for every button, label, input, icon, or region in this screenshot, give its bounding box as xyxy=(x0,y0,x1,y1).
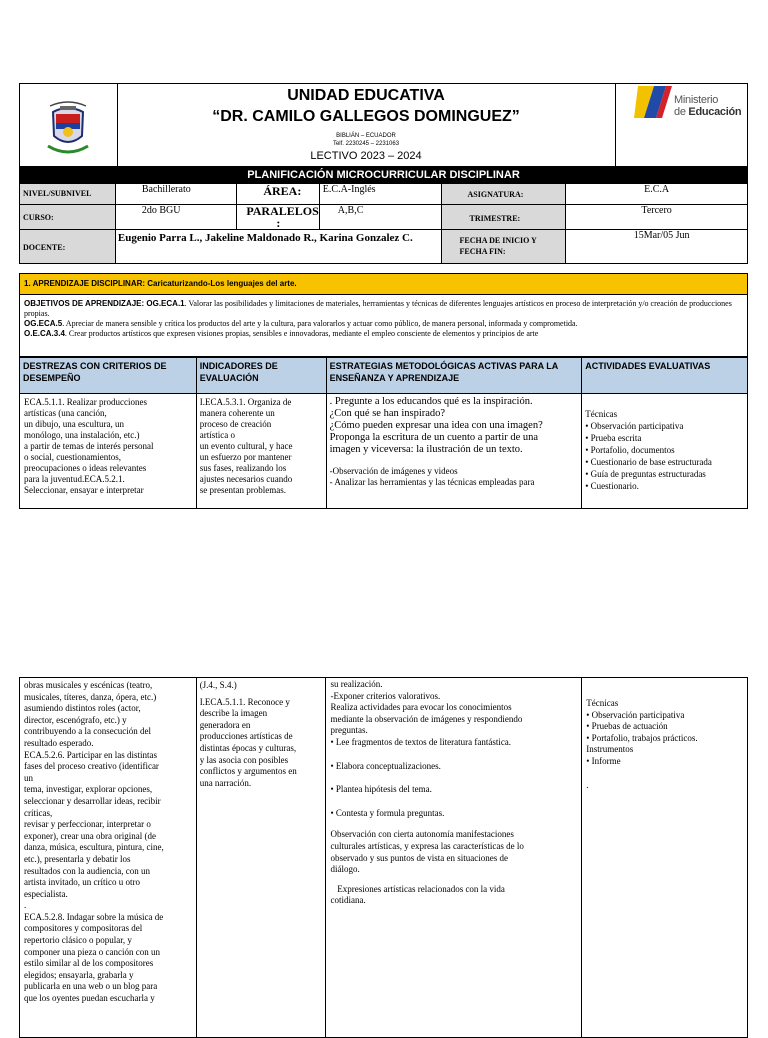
indicadores-line: y las asocia con posibles xyxy=(199,754,289,765)
actividades-line: Instrumentos xyxy=(586,744,634,755)
destrezas-line: revisar y perfeccionar, interpretar o xyxy=(24,819,151,830)
docente-label: DOCENTE: xyxy=(23,243,66,252)
school-year: LECTIVO 2023 – 2024 xyxy=(310,150,422,162)
aprendizaje-text: 1. APRENDIZAJE DISCIPLINAR: Caricaturizando-Los lenguajes del arte. xyxy=(24,279,297,288)
destrezas-line: o social, cuestionamientos, xyxy=(24,452,121,462)
estrategias-line xyxy=(330,796,577,808)
destrezas-line: preocupaciones o ideas relevantes xyxy=(24,463,147,473)
estrategias-line: • Elabora conceptualizaciones. xyxy=(330,760,441,771)
objetivos-og5-code: OG.ECA.5 xyxy=(24,319,63,328)
school-name-line2: “DR. CAMILO GALLEGOS DOMINGUEZ” xyxy=(212,108,520,125)
trimestre-value: Tercero xyxy=(641,205,672,216)
page2-destrezas xyxy=(20,678,196,1005)
destrezas-line: etc.), presentarla y debatir los xyxy=(24,853,131,864)
estrategias-line xyxy=(330,772,577,784)
paralelos-value: A,B,C xyxy=(337,205,364,216)
asignatura-label: ASIGNATURA: xyxy=(467,190,524,199)
destrezas-line: resultados con la audiencia, con un xyxy=(24,865,150,876)
estrategias-line xyxy=(330,819,577,829)
estrategias-line xyxy=(330,456,579,466)
objetivos-og5-text: . Apreciar de manera sensible y crítica los productos del arte y la cultura, para valorarlos y actuar como público, de manera personal, informada y comprometida. xyxy=(62,319,578,328)
nivel-label: NIVEL/SUBNIVEL xyxy=(23,189,92,198)
col-indicadores-header: INDICADORES DE EVALUACIÓN xyxy=(199,361,278,383)
destrezas-line: ECA.5.1.1. Realizar producciones xyxy=(24,397,147,407)
col-estrategias-header: ESTRATEGIAS METODOLÓGICAS ACTIVAS PARA LA ENSEÑANZA Y APRENDIZAJE xyxy=(329,361,558,383)
destrezas-line: componer una pieza o canción con un xyxy=(24,946,160,957)
actividades-line xyxy=(586,768,744,780)
indicadores-line: I.ECA.5.3.1. Organiza de xyxy=(199,397,292,407)
school-phone: Telf. 2230245 – 2231063 xyxy=(332,141,400,147)
ministry-name-de: de xyxy=(674,106,689,118)
estrategias-line xyxy=(330,749,577,761)
page1-actividades xyxy=(582,394,747,492)
page1-estrategias xyxy=(327,394,582,488)
ministry-name-educacion: Educación xyxy=(688,106,742,118)
actividades-line: • Cuestionario. xyxy=(585,481,639,491)
indicadores-line: proceso de creación xyxy=(199,419,272,429)
trimestre-label: TRIMESTRE: xyxy=(469,214,521,223)
destrezas-line: Seleccionar, ensayar e interpretar xyxy=(24,485,144,495)
destrezas-line: danza, música, escultura, pintura, cine, xyxy=(24,842,164,853)
destrezas-line: un xyxy=(24,772,33,783)
school-address: BIBLIÁN – ECUADOR xyxy=(336,133,396,139)
indicadores-line: describe la imagen xyxy=(199,708,268,719)
objetivos-oe34-text: . Crear productos artísticos que expresen visiones propias, sensibles e innovadoras, mediante el empleo consciente de elementos y principios de arte xyxy=(64,329,539,338)
destrezas-line: obras musicales y escénicas (teatro, xyxy=(24,680,153,690)
col-actividades-header: ACTIVIDADES EVALUATIVAS xyxy=(585,361,711,371)
objetivos-og1-code: OBJETIVOS DE APRENDIZAJE: OG.ECA.1 xyxy=(24,299,185,308)
estrategias-line: Realiza actividades para evocar los conocimientos xyxy=(330,702,512,713)
destrezas-line: artísticas (una canción, xyxy=(24,408,107,418)
info-table xyxy=(19,183,748,264)
page1-indicadores xyxy=(197,394,326,496)
destrezas-line: elegidos; ensayarla, grabarla y xyxy=(24,969,134,980)
paralelos-label: PARALELOS xyxy=(246,204,319,218)
destrezas-line: artista invitado, un crítico u otro xyxy=(24,877,140,888)
destrezas-line: críticas, xyxy=(24,807,53,818)
page1-destrezas xyxy=(20,394,196,496)
destrezas-line: . xyxy=(24,900,27,911)
estrategias-line: ¿Con qué se han inspirado? xyxy=(329,408,446,419)
objetivos-block xyxy=(19,295,748,357)
actividades-line: • Observación participativa xyxy=(585,421,684,431)
plan-title: PLANIFICACIÓN MICROCURRICULAR DISCIPLINAR xyxy=(19,167,748,183)
school-name-line1: UNIDAD EDUCATIVA xyxy=(287,87,445,104)
destrezas-line: seleccionar y desarrollar ideas, recibir xyxy=(24,795,161,806)
destrezas-line: compositores y compositoras del xyxy=(24,923,143,934)
destrezas-line: ECA.5.2.8. Indagar sobre la música de xyxy=(24,911,164,922)
actividades-line: . xyxy=(586,779,589,790)
actividades-line: • Observación participativa xyxy=(586,709,685,720)
destrezas-line: repertorio clásico o popular, y xyxy=(24,935,132,946)
actividades-line: • Portafolio, trabajos prácticos. xyxy=(586,732,698,743)
estrategias-line: - Analizar las herramientas y las técnicas empleadas para xyxy=(329,477,535,487)
indicadores-line: un esfuerzo por mantener xyxy=(199,452,292,462)
indicadores-line: un evento cultural, y hace xyxy=(199,441,293,451)
indicadores-line: producciones artísticas de xyxy=(199,731,293,742)
area-value: E.C.A-Inglés xyxy=(322,184,376,195)
destrezas-line: monólogo, una instalación, etc.) xyxy=(24,430,140,440)
actividades-line: • Pruebas de actuación xyxy=(586,721,668,732)
destrezas-line: a partir de temas de interés personal xyxy=(24,441,154,451)
page1-content-row xyxy=(19,393,748,509)
indicadores-line: una narración. xyxy=(199,777,252,788)
objetivos-og1-text: . Valorar las posibilidades y limitaciones de materiales, herramientas y técnicas de diferentes lenguajes artísticos en proceso de interpretación y/o creación de producciones propias. xyxy=(24,299,732,318)
col-destrezas-header: DESTREZAS CON CRITERIOS DE DESEMPEÑO xyxy=(23,361,167,383)
destrezas-line: que los oyentes puedan escucharla y xyxy=(24,993,155,1004)
aprendizaje-disciplinar xyxy=(19,273,748,295)
page2-content-row xyxy=(19,677,748,1038)
ministry-name-line1: Ministerio xyxy=(674,94,719,106)
actividades-line: Técnicas xyxy=(585,409,618,419)
estrategias-line: preguntas. xyxy=(330,725,368,736)
area-label: ÁREA: xyxy=(263,184,302,198)
actividades-line: • Cuestionario de base estructurada xyxy=(585,457,712,467)
estrategias-line: -Observación de imágenes y videos xyxy=(329,466,458,476)
destrezas-line: fases del proceso creativo (identificar xyxy=(24,761,159,772)
asignatura-value: E.C.A xyxy=(644,184,670,195)
indicadores-line: generadora en xyxy=(199,719,251,730)
actividades-line xyxy=(586,678,744,698)
columns-header xyxy=(19,357,748,394)
destrezas-line: director, escenógrafo, etc.) y xyxy=(24,714,127,725)
estrategias-line: imagen y viceversa: la ilustración de un texto. xyxy=(329,444,523,455)
destrezas-line: musicales, títeres, danza, ópera, etc.) xyxy=(24,691,157,702)
ministry-logo-area xyxy=(615,84,748,166)
indicadores-line: se presentan problemas. xyxy=(199,485,287,495)
destrezas-line: tema, investigar, explorar opciones, xyxy=(24,784,153,795)
destrezas-line: publicarla en una web o un blog para xyxy=(24,981,158,992)
estrategias-line: mediante la observación de imágenes y respondiendo xyxy=(330,713,523,724)
estrategias-line: • Plantea hipótesis del tema. xyxy=(330,784,432,795)
fecha-value: 15Mar/05 Jun xyxy=(633,230,690,241)
estrategias-line: observado y sus puntos de vista en situaciones de xyxy=(330,852,508,863)
indicadores-line: (J.4., S.4.) xyxy=(199,680,237,690)
page2-actividades xyxy=(582,678,747,791)
curso-label: CURSO: xyxy=(23,213,54,222)
actividades-line: • Guía de preguntas estructuradas xyxy=(585,469,706,479)
estrategias-line: . Pregunte a los educandos qué es la inspiración. xyxy=(329,396,533,407)
destrezas-line: asumiendo distintos roles (actor, xyxy=(24,703,141,714)
destrezas-line: resultado esperado. xyxy=(24,737,94,748)
estrategias-line xyxy=(330,876,577,884)
estrategias-line: ¿Cómo pueden expresar una idea con una imagen? xyxy=(329,420,543,431)
estrategias-line: • Contesta y formula preguntas. xyxy=(330,807,445,818)
school-crest-logo xyxy=(20,84,118,166)
actividades-line: • Portafolio, documentos xyxy=(585,445,675,455)
page2-estrategias xyxy=(326,678,581,907)
estrategias-line: cotidiana. xyxy=(330,895,366,906)
indicadores-line: artística o xyxy=(199,430,236,440)
estrategias-line: Proponga la escritura de un cuento a partir de una xyxy=(329,432,539,443)
paralelos-colon: : xyxy=(276,216,281,230)
docente-value: Eugenio Parra L., Jakeline Maldonado R., Karina Gonzalez C. xyxy=(117,232,413,244)
estrategias-line: -Exponer criterios valorativos. xyxy=(330,690,441,701)
estrategias-line: Observación con cierta autonomía manifestaciones xyxy=(330,829,514,840)
destrezas-line: ECA.5.2.6. Participar en las distintas xyxy=(24,749,157,760)
ecuador-flag-icon xyxy=(632,84,674,122)
estrategias-line: • Lee fragmentos de textos de literatura fantástica. xyxy=(330,736,512,747)
destrezas-line: exponer), crear una obra original (de xyxy=(24,830,156,841)
indicadores-line: conflictos y argumentos en xyxy=(199,766,297,777)
indicadores-line: sus fases, realizando los xyxy=(199,463,287,473)
actividades-line: • Informe xyxy=(586,755,621,766)
destrezas-line: estilo similar al de los compositores xyxy=(24,958,154,969)
page2-indicadores xyxy=(197,678,326,789)
estrategias-line: culturales artísticas, y expresa las características de lo xyxy=(330,840,524,851)
objetivos-oe34-code: O.E.CA.3.4 xyxy=(24,329,65,338)
fecha-label: FECHA DE INICIO Y FECHA FIN: xyxy=(459,236,537,256)
estrategias-line: diálogo. xyxy=(330,864,360,875)
indicadores-line: ajustes necesarios cuando xyxy=(199,474,293,484)
destrezas-line: un dibujo, una escultura, un xyxy=(24,419,124,429)
indicadores-line: I.ECA.5.1.1. Reconoce y xyxy=(199,696,290,707)
destrezas-line: especialista. xyxy=(24,888,68,899)
curso-value: 2do BGU xyxy=(141,205,181,216)
header-block xyxy=(19,83,748,167)
estrategias-line: Expresiones artísticas relacionados con la vida xyxy=(330,883,505,894)
estrategias-line: su realización. xyxy=(330,679,383,689)
destrezas-line: para la juventud.ECA.5.2.1. xyxy=(24,474,125,484)
destrezas-line: contribuyendo a la consecución del xyxy=(24,726,151,737)
nivel-value: Bachillerato xyxy=(141,184,191,195)
actividades-line: Técnicas xyxy=(586,698,619,708)
actividades-line: • Prueba escrita xyxy=(585,433,642,443)
indicadores-line: distintas épocas y culturas, xyxy=(199,742,297,753)
indicadores-line: manera coherente un xyxy=(199,408,275,418)
